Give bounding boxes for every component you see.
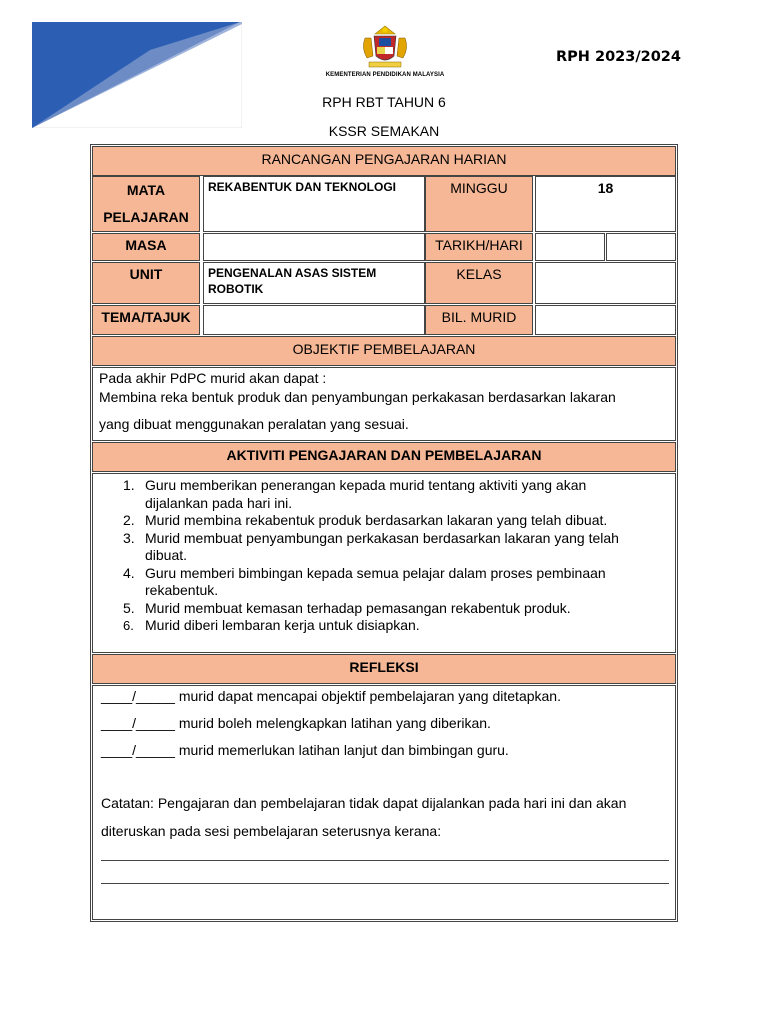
kelas-label: KELAS [425, 262, 533, 304]
list-item: 3. Murid membuat penyambungan perkakasan berdasarkan lakaran yang telah dibuat. [123, 529, 619, 563]
list-item: 1. Guru memberikan penerangan kepada murid tentang aktiviti yang akan dijalankan pada hari ini. [123, 477, 587, 511]
catatan-line-2: diteruskan pada sesi pembelajaran seterusnya kerana: [101, 823, 442, 839]
unit-label: UNIT [92, 262, 200, 304]
tarikh-value[interactable] [535, 233, 605, 261]
bil-murid-value[interactable] [535, 305, 676, 335]
unit-value[interactable]: PENGENALAN ASAS SISTEM ROBOTIK [203, 262, 425, 304]
refleksi-line-2: ____/_____ murid boleh melengkapkan latihan yang diberikan. [101, 715, 491, 731]
minggu-value[interactable]: 18 [535, 176, 676, 232]
aktiviti-heading: AKTIVITI PENGAJARAN DAN PEMBELAJARAN [92, 442, 676, 472]
rph-year-label: RPH 2023/2024 [556, 49, 681, 65]
objektif-heading: OBJEKTIF PEMBELAJARAN [92, 336, 676, 366]
corner-banner-graphic [32, 22, 242, 128]
list-item: 4. Guru memberi bimbingan kepada semua pelajar dalam proses pembinaan rekabentuk. [123, 564, 606, 598]
refleksi-heading: REFLEKSI [92, 654, 676, 684]
tema-tajuk-label: TEMA/TAJUK [92, 305, 200, 335]
refleksi-line-3: ____/_____ murid memerlukan latihan lanjut dan bimbingan guru. [101, 742, 509, 758]
masa-label: MASA [92, 233, 200, 261]
catatan-line-1: Catatan: Pengajaran dan pembelajaran tidak dapat dijalankan pada hari ini dan akan [101, 795, 627, 811]
catatan-write-line[interactable] [101, 883, 669, 884]
ministry-name: KEMENTERIAN PENDIDIKAN MALAYSIA [325, 72, 445, 78]
tema-tajuk-value[interactable] [203, 305, 425, 335]
objektif-intro: Pada akhir PdPC murid akan dapat : [99, 370, 327, 386]
minggu-label: MINGGU [425, 176, 533, 232]
refleksi-line-1: ____/_____ murid dapat mencapai objektif pembelajaran yang ditetapkan. [101, 688, 561, 704]
coat-of-arms-icon [357, 24, 413, 70]
tarikh-hari-label: TARIKH/HARI [425, 233, 533, 261]
list-item: 6. Murid diberi lembaran kerja untuk disiapkan. [123, 617, 420, 633]
aktiviti-list [93, 477, 675, 635]
list-item: 5. Murid membuat kemasan terhadap pemasangan rekabentuk produk. [123, 599, 571, 616]
bil-murid-label: BIL. MURID [425, 305, 533, 335]
document-subtitle-kssr: KSSR SEMAKAN [328, 123, 440, 139]
mata-pelajaran-label: MATA PELAJARAN [92, 176, 200, 232]
list-item: 2. Murid membina rekabentuk produk berdasarkan lakaran yang telah dibuat. [123, 512, 608, 528]
table-title: RANCANGAN PENGAJARAN HARIAN [92, 146, 676, 176]
mata-pelajaran-value[interactable]: REKABENTUK DAN TEKNOLOGI [203, 176, 425, 232]
objektif-line-1: Membina reka bentuk produk dan penyambungan perkakasan berdasarkan lakaran [99, 389, 616, 405]
objektif-body [92, 367, 676, 441]
catatan-write-line[interactable] [101, 860, 669, 861]
hari-value[interactable] [606, 233, 676, 261]
objektif-line-2: yang dibuat menggunakan peralatan yang sesuai. [99, 416, 409, 432]
masa-value[interactable] [203, 233, 425, 261]
refleksi-body [92, 685, 676, 920]
kelas-value[interactable] [535, 262, 676, 304]
document-subtitle-year: RPH RBT TAHUN 6 [322, 94, 446, 110]
aktiviti-body [92, 473, 676, 653]
